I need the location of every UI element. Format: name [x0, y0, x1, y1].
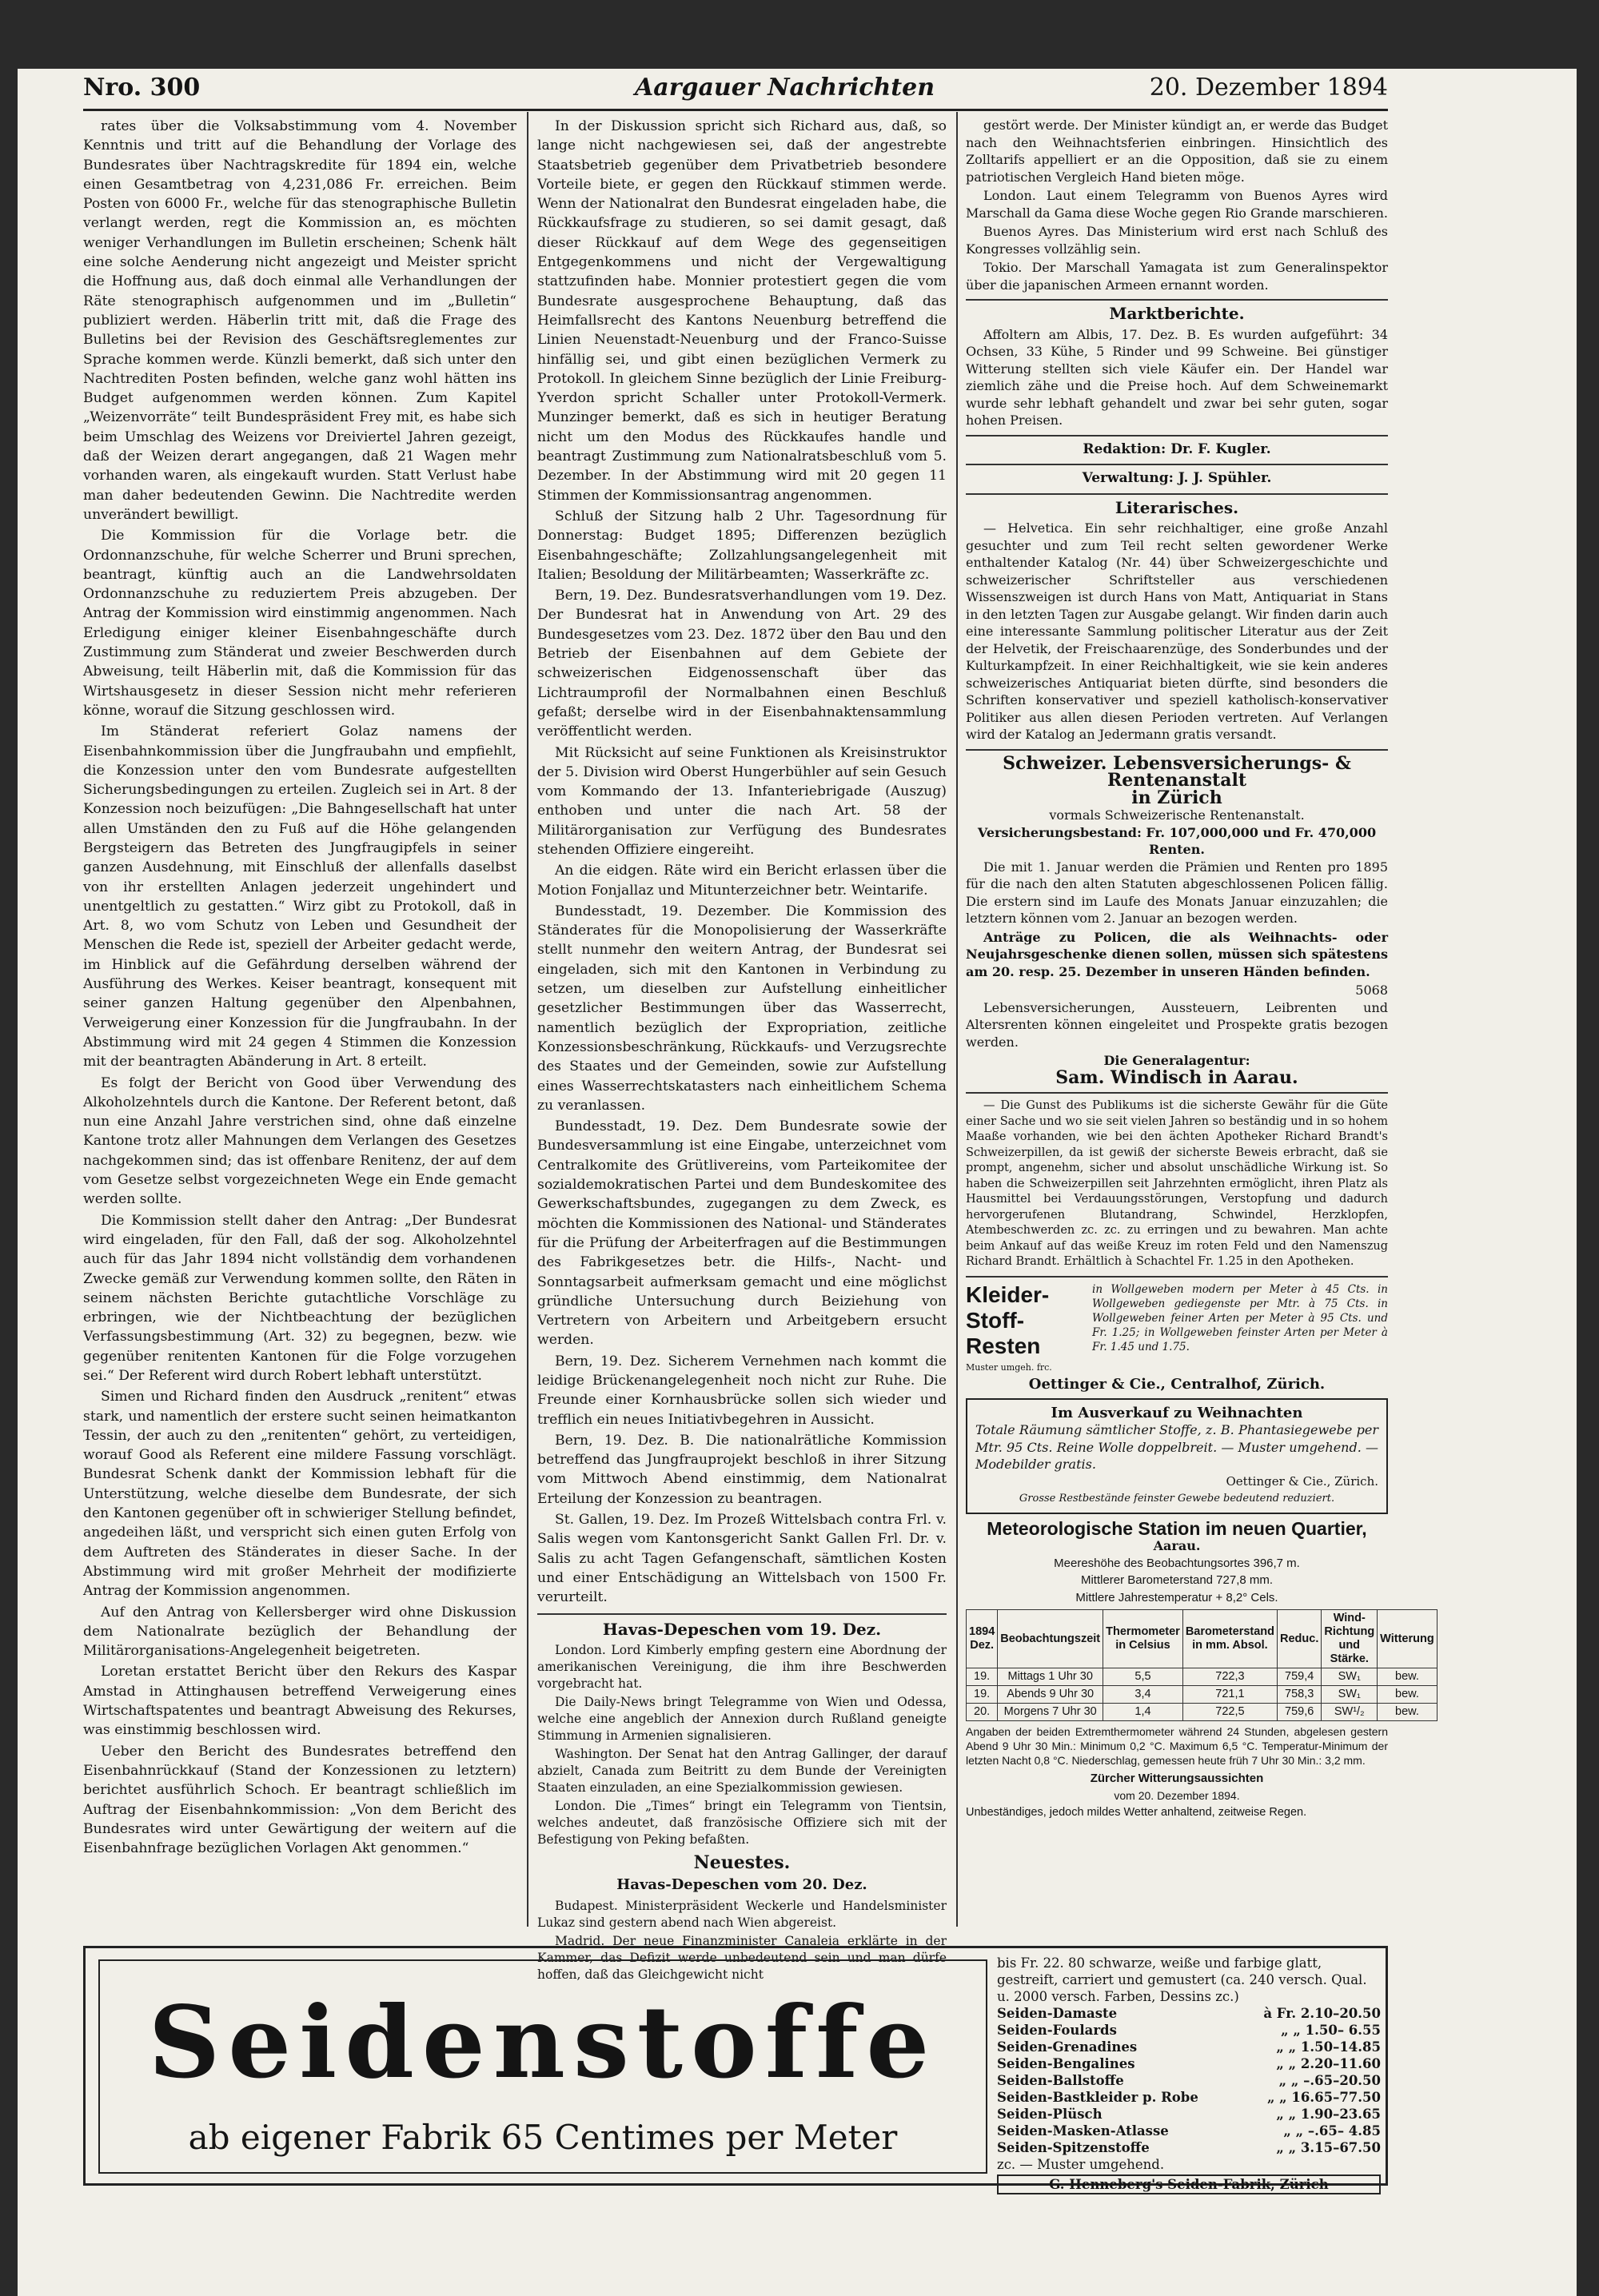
masthead: Aargauer Nachrichten: [635, 74, 935, 102]
ausverkauf-text: Totale Räumung sämtlicher Stoffe, z. B. Phantasiegewebe per Mtr. 95 Cts. Reine Wolle doppelbreit. — Muster umgehend. — Modebilder gratis.: [975, 1422, 1378, 1472]
havas-heading-2: Havas-Depeschen vom 20. Dez.: [616, 1876, 867, 1894]
weather-header: Wind-Richtung und Stärke.: [1322, 1610, 1378, 1668]
weather-cell: SW¹/₂: [1322, 1704, 1378, 1721]
ausverkauf-ad: [966, 1398, 1388, 1514]
insurance-code: 5068: [1355, 983, 1388, 998]
market-heading: Marktberichte.: [1109, 304, 1245, 323]
col1-paragraph: Auf den Antrag von Kellersberger wird ohne Diskussion dem Nationalrate bezüglich der Behandlung der Militärorganisations-Angelegenheit beigetreten.: [83, 1604, 516, 1660]
weather-cell: 1,4: [1103, 1704, 1183, 1721]
silk-item-name: Seiden-Bastkleider p. Robe: [997, 2090, 1198, 2105]
silk-price-row: [997, 2106, 1381, 2123]
divider: [537, 1613, 947, 1615]
silk-price-row: [997, 2123, 1381, 2139]
insurance-city: in Zürich: [1131, 787, 1222, 808]
col1-paragraph: Es folgt der Bericht von Good über Verwendung des Alkoholzehntels durch die Kantone. Der Referent betont, daß nun eine Anzahl Jahre verstrichen sind, ohne daß einzelne Kantone trotz aller Mahnungen dem Verlangen des Gesetzes nachgekommen sind; das ist offenbare Renitenz, der auf dem vom Gesetze selbst vorgezeichneten Wege ein Ende gemacht werden sollte.: [83, 1074, 516, 1208]
silk-price-row: [997, 2089, 1381, 2106]
insurance-agent: Sam. Windisch in Aarau.: [1055, 1066, 1298, 1088]
weather-cell: 3,4: [1103, 1686, 1183, 1704]
silk-item-name: Seiden-Ballstoffe: [997, 2073, 1124, 2088]
column-rule-1: [527, 112, 528, 1927]
weather-cell: Abends 9 Uhr 30: [998, 1686, 1103, 1704]
weather-cell: Mittags 1 Uhr 30: [998, 1668, 1103, 1686]
silk-item-price: „ „ 16.65–77.50: [1266, 2090, 1381, 2105]
issue-number: Nro. 300: [83, 74, 201, 102]
insurance-agentur: Die Generalagentur:: [1103, 1053, 1250, 1068]
silk-intro: bis Fr. 22. 80 schwarze, weiße und farbige glatt, gestreift, carriert und gemustert (ca. 240 versch. Qual. u. 2000 versch. Farben, Dessins zc.): [997, 1955, 1367, 2004]
silk-item-price: „ „ –.65– 4.85: [1283, 2123, 1381, 2139]
kleider-ad: [966, 1282, 1388, 1377]
silk-item-price: „ „ –.65–20.50: [1278, 2073, 1381, 2088]
silk-price-row: [997, 2039, 1381, 2055]
weather-header: 1894 Dez.: [967, 1610, 998, 1668]
silk-item-price: „ „ 2.20–11.60: [1276, 2056, 1381, 2071]
insurance-note: Anträge zu Policen, die als Weihnachts- oder Neujahrsgeschenke dienen sollen, müssen sich spätestens am 20. resp. 25. Dezember in unseren Händen befinden.: [966, 929, 1388, 979]
weather-cell: 19.: [967, 1668, 998, 1686]
literary-text: — Helvetica. Ein sehr reichhaltiger, eine große Anzahl gesuchter und zum Teil recht selten gewordener Werke enthaltender Katalog (Nr. 44) über Schweizergeschichte und schweizerischer Schriftsteller aus verschiedenen Wissenszweigen ist durch Hans von Matt, Antiquariat in Stans in den letzten Tagen zur Ausgabe gelangt. Wir finden darin auch eine interessante Sammlung politischer Literatur aus der Zeit der Helvetik, der Freischaarenzüge, des Sonderbundes und der Kulturkampfzeit. In einer Reichhaltigkeit, wie sie kein anderes schweizerisches Antiquariat bieten dürfte, sind besonders die Schriften konservativer und speziell katholisch-konservativer Politiker aus allen diesen Perioden vertreten. Auf Verlangen wird der Katalog an Jedermann gratis versandt.: [966, 520, 1388, 742]
silk-item-name: Seiden-Grenadines: [997, 2039, 1138, 2055]
col2-paragraph: Bern, 19. Dez. B. Die nationalrätliche Kommission betreffend das Jungfrauprojekt beschloß in ihrer Sitzung vom Mittwoch Abend einstimmig, dem Nationalrat Erteilung der Konzession zu beantragen.: [537, 1432, 947, 1507]
weather-cell: 722,3: [1182, 1668, 1277, 1686]
weather-cell: SW₁: [1322, 1686, 1378, 1704]
silk-item-name: Seiden-Plüsch: [997, 2107, 1103, 2122]
col2-paragraph: St. Gallen, 19. Dez. Im Prozeß Wittelsbach contra Frl. v. Salis wegen vom Kantonsgericht Sankt Gallen Frl. Dr. v. Salis zu acht Tagen Gefangenschaft, sämtlichen Kosten und einer Entschädigung an Wittelsbach von 1500 Fr. verurteilt.: [537, 1512, 947, 1606]
havas19-paragraph: London. Die „Times“ bringt ein Telegramm von Tientsin, welches andeutet, daß französische Offiziere sich mit der Befestigung von Peking befaßten.: [537, 1798, 947, 1847]
col2-paragraph: Bern, 19. Dez. Bundesratsverhandlungen vom 19. Dez. Der Bundesrat hat in Anwendung von Art. 29 des Bundesgesetzes vom 23. Dez. 1872 über den Bau und den Betrieb der Eisenbahnen auf dem Gebiete der schweizerischen Eidgenossenschaft über das Lichtraumprofil der Normalbahnen einen Beschluß gefaßt; derselbe wird in der Eisenbahnaktensammlung veröffentlicht werden.: [537, 588, 947, 740]
col1-paragraph: Loretan erstattet Bericht über den Rekurs des Kaspar Amstad in Attinghausen betreffend Verweigerung eines Wirtschaftspatentes und beantragt Abweisung des Rekurses, was einstimmig beschlossen wird.: [83, 1664, 516, 1739]
col2-paragraph: Schluß der Sitzung halb 2 Uhr. Tagesordnung für Donnerstag: Budget 1895; Differenzen bezüglich Eisenbahngeschäfte; Zollzahlungsangelegenheit mit Italien; Besoldung der Militärbeamten; Wasserkräfte zc.: [537, 508, 947, 583]
havas-heading-1: Havas-Depeschen vom 19. Dez.: [602, 1619, 882, 1639]
weather-cell: 20.: [967, 1704, 998, 1721]
havas19-paragraph: Washington. Der Senat hat den Antrag Gallinger, der darauf abzielt, Canada zum Beitritt zu dem Bunde der Vereinigten Staaten einzuladen, an eine Spezialkommission gewiesen.: [537, 1746, 947, 1795]
weather-cell: bew.: [1378, 1704, 1438, 1721]
havas19-paragraph: London. Lord Kimberly empfing gestern eine Abordnung der amerikanischen Vereinigung, die ihm ihre Beschwerden vorgebracht hat.: [537, 1642, 947, 1691]
kleider-lines: in Wollgeweben modern per Meter à 45 Cts. in Wollgeweben gediegenste per Mtr. à 75 Cts. in Wollgeweben feiner Arten per Meter à 95 Cts. und Fr. 1.25; in Wollgeweben feinster Arten per Meter à Fr. 1.45 und 1.75.: [1092, 1282, 1388, 1353]
ausverkauf-note: Grosse Restbestände feinster Gewebe bedeutend reduziert.: [1019, 1493, 1335, 1505]
pill-ad: — Die Gunst des Publikums ist die sicherste Gewähr für die Güte einer Sache und wo sie seit vielen Jahren so beständig und in so hohem Maaße vorhanden, wie bei den ächten Apotheker Richard Brandt's Schweizerpillen, da ist gewiß der sicherste Beweis erbracht, daß sie prompt, angenehm, sicher und absolut unschädliche Wirkung ist. So haben die Schweizerpillen seit Jahrzehnten ermöglicht, ihren Platz als Hausmittel bei Verdauungsstörungen, Verstopfung und dadurch hervorgerufenen Blutandrang, Schwindel, Herzklopfen, Atembeschwerden zc. zc. zu erringen und zu bewahren. Man achte beim Ankauf auf das weiße Kreuz im roten Feld und den Namenszug Richard Brandt. Erhältlich à Schachtel Fr. 1.25 in den Apotheken.: [966, 1099, 1388, 1268]
silk-item-price: „ „ 1.90–23.65: [1276, 2107, 1381, 2122]
col2-paragraph: Bundesstadt, 19. Dez. Dem Bundesrate sowie der Bundesversammlung ist eine Eingabe, unterzeichnet vom Centralkomite des Grütlivereins, vom Parteikomitee der sozialdemokratischen Partei und dem Bundeskomitee des Gewerkschaftsbundes, zugegangen zu dem Zweck, es möchten die Kommissionen des National- und Ständerates für die Prüfung der Arbeiterfragen auf die Bestimmungen des Fabrikgesetzes betr. die Hilfs-, Nacht- und Sonntagsarbeit aufmerksam gemacht und eine möglichst gründliche Untersuchung durch Beiziehung von Vertretern von Arbeitern und Arbeitgebern ersucht werden.: [537, 1118, 947, 1349]
insurance-text-2: Lebensversicherungen, Aussteuern, Leibrenten und Altersrenten können eingeleitet und Prospekte gratis bezogen werden.: [966, 999, 1388, 1050]
weather-cell: 722,5: [1182, 1704, 1277, 1721]
havas20-paragraph: Madrid. Der neue Finanzminister Canaleia erklärte in der Kammer, das Defizit werde unbedeutend sein und man dürfe hoffen, daß das Gleichgewicht nicht: [537, 1934, 947, 1983]
col3-paragraph: London. Laut einem Telegramm von Buenos Ayres wird Marschall da Gama diese Woche gegen Rio Grande marschieren.: [966, 188, 1388, 221]
meteo-line-3: Mittlere Jahrestemperatur + 8,2° Cels.: [1075, 1590, 1278, 1604]
col3-paragraph: Buenos Ayres. Das Ministerium wird erst nach Schluß des Kongresses vollzählig sein.: [966, 224, 1388, 257]
silk-price-row: [997, 2022, 1381, 2039]
ausverkauf-company: Oettinger & Cie., Zürich.: [1226, 1473, 1378, 1489]
weather-header: Witterung: [1378, 1610, 1438, 1668]
havas20-paragraph: Budapest. Ministerpräsident Weckerle und Handelsminister Lukaz sind gestern abend nach Wien abgereist.: [537, 1899, 947, 1931]
silk-item-name: Seiden-Masken-Atlasse: [997, 2123, 1169, 2139]
forecast-date: vom 20. Dezember 1894.: [1114, 1788, 1240, 1802]
ausverkauf-title: Im Ausverkauf zu Weihnachten: [1051, 1404, 1303, 1421]
silk-ad-title-box: [98, 1959, 987, 2174]
redaktion: Redaktion: Dr. F. Kugler.: [1083, 440, 1271, 457]
insurance-name: Schweizer. Lebensversicherungs- & Rentenanstalt: [1003, 752, 1351, 791]
meteo-place: Aarau.: [1153, 1538, 1201, 1553]
col1-paragraph: Ueber den Bericht des Bundesrates betreffend den Eisenbahnrückkauf (Stand der Konzessionen zu letztern) berichtet ausführlich Schoch. Er beantragt schließlich im Auftrag der Eisenbahnkommission: „Von dem Bericht des Bundesrates wird unter Gewärtigung der weitern auf die Eisenbahnfrage bezüglichen Vorlagen Akt genommen.“: [83, 1743, 516, 1857]
silk-item-name: Seiden-Damaste: [997, 2006, 1118, 2021]
column-1: [83, 117, 516, 1931]
col1-paragraph: Die Kommission für die Vorlage betr. die Ordonnanzschuhe, für welche Scherrer und Bruni sprechen, beantragt, künftig auch an die Landwehrsoldaten Ordonnanzschuhe zu reduziertem Preis abzugeben. Der Antrag der Kommission wird einstimmig angenommen. Nach Erledigung einiger kleiner Eisenbahngeschäfte durch Zustimmung zum Ständerat und zweier Beschwerden durch Abweisung, teilt Häberlin mit, daß die Kommission für das Wirtshausgesetz in dieser Session nicht mehr referieren könne, worauf die Sitzung geschlossen wird.: [83, 528, 516, 719]
silk-company: G. Henneberg's Seiden-Fabrik, Zürich: [997, 2174, 1381, 2194]
silk-price-row: [997, 2055, 1381, 2072]
silk-advertisement: [83, 1946, 1388, 2192]
silk-item-price: „ „ 1.50– 6.55: [1281, 2023, 1381, 2038]
col3-paragraph: Tokio. Der Marschall Yamagata ist zum Generalinspektor über die japanischen Armeen ernannt worden.: [966, 260, 1388, 293]
kleider-company: Oettinger & Cie., Centralhof, Zürich.: [1028, 1376, 1326, 1393]
meteo-line-2: Mittlerer Barometerstand 727,8 mm.: [1080, 1573, 1274, 1587]
col1-paragraph: Im Ständerat referiert Golaz namens der Eisenbahnkommission über die Jungfraubahn und empfiehlt, die Konzession unter den vom Bundesrate aufgestellten Sicherungsbedingungen zu erteilen. Zugleich sei in Art. 8 der Konzession noch beizufügen: „Die Bahngesellschaft hat unter allen Umständen den zu Fuß auf die Höhe gelangenden Bergsteigern das Betreten des Jungfraugipfels in seiner ganzen Ausdehnung, mit Einschluß der allenfalls daselbst von ihr erstellten Anlagen jederzeit ungehindert und unentgeltlich zu gestatten.“ Wirz gibt zu Protokoll, daß in Art. 8, wo vom Schutz von Leben und Gesundheit der Menschen die Rede ist, speziell der Arbeiter gedacht werde, im Hinblick auf die Gefährdung derselben während der Ausführung des Werkes. Keiser beantragt, konsequent mit seiner ganzen Haltung gegenüber den Alpenbahnen, Verweigerung einer Konzession für die Jungfraubahn. In der Abstimmung wird mit 24 gegen 4 Stimmen die Konzession mit der beantragten Abänderung in Art. 8 erteilt.: [83, 723, 516, 1070]
weather-cell: 759,6: [1278, 1704, 1322, 1721]
silk-item-name: Seiden-Spitzenstoffe: [997, 2140, 1150, 2155]
weather-cell: 721,1: [1182, 1686, 1277, 1704]
col2-paragraph: In der Diskussion spricht sich Richard aus, daß, so lange nicht nachgewiesen sei, daß der angestrebte Staatsbetrieb gegenüber dem Privatbetrieb besondere Vorteile biete, er gegen den Rückkauf stimmen werde. Wenn der Nationalrat den Bundesrat eingeladen habe, die Rückkaufsfrage zu studieren, so sei damit gesagt, daß dieser Rückkauf auf dem Wege des gegenseitigen Entgegenkommens und nicht der Vergewaltigung stattzufinden habe. Monnier protestiert gegen die vom Bundesrate ausgesprochene Behauptung, daß das Heimfallsrecht des Kantons Neuenburg betreffend die Linien Neuenstadt-Neuenburg und der Franco-Suisse hinfällig sei, und gibt einen bezüglichen Vermerk zu Protokoll. In gleichem Sinne bezüglich der Linie Freiburg-Yverdon spricht Schaller unter Protokoll-Vermerk. Munzinger bemerkt, daß es sich in heutiger Beratung nicht um den Modus des Rückkaufes handle und beantragt Zustimmung zum Nationalratsbeschluß vom 5. Dezember. In der Abstimmung wird mit 20 gegen 11 Stimmen der Kommissionsantrag angenommen.: [537, 118, 947, 504]
weather-row: [967, 1704, 1438, 1721]
meteo-after: Angaben der beiden Extremthermometer während 24 Stunden, abgelesen gestern Abend 9 Uhr 30 Min.: Minimum 0,2 °C. Maximum 6,5 °C. Temperatur-Minimum der letzten Nacht 0,8 °C. Niederschlag, gemessen heute früh 7 Uhr 30 Min.: 3,2 mm.: [966, 1725, 1388, 1767]
weather-cell: 758,3: [1278, 1686, 1322, 1704]
silk-ad-subtitle: ab eigener Fabrik 65 Centimes per Meter: [188, 2118, 898, 2157]
weather-cell: 19.: [967, 1686, 998, 1704]
silk-ad-title: Seidenstoffe: [148, 1985, 938, 2101]
col1-paragraph: Die Kommission stellt daher den Antrag: „Der Bundesrat wird eingeladen, für den Fall, daß der sog. Alkoholzehntel auch für das Jahr 1894 nicht vollständig dem vorhandenen Zwecke gemäß zur Verwendung kommen sollte, den Räten in seinem nächsten Berichte gutachtliche Vorschläge zu erbringen, wie der Nichtbeachtung der bezüglichen Verfassungsbestimmung (Art. 32) zu begegnen, bezw. wie gegenüber renitenten Kantonen für die Folge vorzugehen sei.“ Der Referent wird durch Robert lebhaft unterstützt.: [83, 1212, 516, 1384]
weather-cell: bew.: [1378, 1668, 1438, 1686]
silk-item-price: à Fr. 2.10–20.50: [1263, 2006, 1381, 2021]
kleider-word: Kleider- Stoff- Resten: [966, 1282, 1050, 1358]
weather-header: Reduc.: [1278, 1610, 1322, 1668]
col1-paragraph: rates über die Volksabstimmung vom 4. November Kenntnis und tritt auf die Behandlung der Vorlage des Bundesrates über Nachtragskredite für 1894 ein, welche einen Gesamtbetrag von 4,231,086 Fr. erreichen. Beim Posten von 6000 Fr., welche für das stenographische Bulletin verlangt werden, regt die Kommission an, es möchten weniger Verhandlungen im Bulletin erscheinen; Schenk hält eine solche Aenderung nicht angezeigt und Meister spricht die Hoffnung aus, daß doch einmal alle Verhandlungen der Räte stenographisch aufgenommen und im „Bulletin“ publiziert werden. Häberlin tritt mit, daß die Frage des Bulletins bei der Revision des Geschäftsreglementes zur Sprache kommen werde. Künzli bemerkt, daß sich unter den Nachtrediten Posten befinden, welche ganz wohl hätten ins Budget aufgenommen werden können. Zum Kapitel „Weizenvorräte“ teilt Bundespräsident Frey mit, es habe sich beim Umschlag des Weizens vor Dreiviertel Jahren gezeigt, daß der Weizen derart angegangen, daß 21 Wagen mehr vorhanden waren, als eingekauft wurden. Statt Verlust habe man daher bedeutenden Gewinn. Die Nachtredite werden unverändert bewilligt.: [83, 118, 516, 523]
weather-cell: Morgens 7 Uhr 30: [998, 1704, 1103, 1721]
literary-heading: Literarisches.: [1115, 497, 1239, 517]
market-report: Affoltern am Albis, 17. Dez. B. Es wurden aufgeführt: 34 Ochsen, 33 Kühe, 5 Rinder und 99 Schweine. Bei günstiger Witterung stellten sich viele Käufer ein. Der Handel war ziemlich zähe und die Preise hoch. Auf dem Schweinemarkt wurde sehr lebhaft gehandelt und zwar bei sehr guten, sogar hohen Preisen.: [966, 326, 1388, 428]
col2-paragraph: Bern, 19. Dez. Sicherem Vernehmen nach kommt die leidige Brückenangelegenheit noch nicht zur Ruhe. Die Freunde einer Kornhausbrücke sollen sich wieder und trefflich ein neues Initiativbegehren in Aussicht.: [537, 1353, 947, 1428]
weather-header: Thermometer in Celsius: [1103, 1610, 1183, 1668]
neuestes-heading: Neuestes.: [693, 1852, 791, 1873]
silk-price-list: [997, 1955, 1381, 2194]
header-rule: [83, 109, 1388, 111]
insurance-formerly: vormals Schweizerische Rentenanstalt.: [1049, 807, 1305, 823]
silk-item-name: Seiden-Bengalines: [997, 2056, 1135, 2071]
insurance-text: Die mit 1. Januar werden die Prämien und Renten pro 1895 für die nach den alten Statuten abgeschlossenen Policen fällig. Die erstern sind im Laufe des Monats Januar einzuzahlen; die letztern können vom 2. Januar an bezogen werden.: [966, 859, 1388, 926]
silk-price-row: [997, 2139, 1381, 2156]
silk-item-price: „ „ 1.50–14.85: [1276, 2039, 1381, 2055]
kleider-sub: Muster umgeh. frc.: [966, 1361, 1052, 1373]
weather-cell: 5,5: [1103, 1668, 1183, 1686]
column-2: [537, 117, 947, 1983]
col1-paragraph: Simen und Richard finden den Ausdruck „renitent“ etwas stark, und namentlich der erstere sucht seinen heimatkanton Tessin, der auch zu den „renitenten“ gehört, zu verteidigen, worauf Good als Referent eine mildere Fassung vorschlägt. Bundesrat Schenk dankt der Kommission lebhaft für die Unterstützung, welche dieselbe dem Bundesrate, der sich den Kantonen gegenüber oft in schwieriger Stellung befindet, angedeihen läßt, und verspricht sich einen guten Erfolg von dem Auftreten des Ständerates in dieser Sache. In der Abstimmung wird mit großer Mehrheit der modifizierte Antrag der Kommission angenommen.: [83, 1389, 516, 1600]
issue-date: 20. Dezember 1894: [1149, 74, 1388, 102]
weather-header: Beobachtungszeit: [998, 1610, 1103, 1668]
weather-cell: bew.: [1378, 1686, 1438, 1704]
column-rule-2: [956, 112, 958, 1927]
weather-table: [966, 1609, 1438, 1721]
weather-cell: SW₁: [1322, 1668, 1378, 1686]
weather-header: Barometerstand in mm. Absol.: [1182, 1610, 1277, 1668]
weather-row: [967, 1686, 1438, 1704]
weather-cell: 759,4: [1278, 1668, 1322, 1686]
silk-item-price: „ „ 3.15–67.50: [1276, 2140, 1381, 2155]
silk-price-row: [997, 2072, 1381, 2089]
meteo-line-1: Meereshöhe des Beobachtungsortes 396,7 m.: [1054, 1556, 1300, 1570]
col3-paragraph: gestört werde. Der Minister kündigt an, er werde das Budget nach den Weihnachtsferien einbringen. Hinsichtlich des Zolltarifs appelliert er an die Opposition, daß sie zu einem patriotischen Vergleich Hand bieten möge.: [966, 118, 1388, 185]
silk-price-row: [997, 2005, 1381, 2022]
col2-paragraph: Mit Rücksicht auf seine Funktionen als Kreisinstruktor der 5. Division wird Oberst Hungerbühler auf sein Gesuch vom Kommando der 13. Infanteriebrigade (Auszug) enthoben und unter die nach Art. 58 der Militärorganisation zur Verfügung des Bundesrates stehenden Offiziere eingereiht.: [537, 744, 947, 858]
page-header: [83, 74, 1388, 107]
forecast-title: Zürcher Witterungsaussichten: [1090, 1772, 1264, 1785]
silk-muster: zc. — Muster umgehend.: [997, 2157, 1165, 2172]
forecast-text: Unbeständiges, jedoch mildes Wetter anhaltend, zeitweise Regen.: [966, 1806, 1307, 1819]
havas19-paragraph: Die Daily-News bringt Telegramme von Wien und Odessa, welche eine angeblich der Annexion durch Rußland geneigte Stimmung in Armenien signalisieren.: [537, 1694, 947, 1743]
col2-paragraph: An die eidgen. Räte wird ein Bericht erlassen über die Motion Fonjallaz und Mitunterzeichner betr. Weintarife.: [537, 863, 947, 899]
insurance-bestand: Versicherungsbestand: Fr. 107,000,000 und Fr. 470,000 Renten.: [977, 824, 1377, 857]
meteo-title: Meteorologische Station im neuen Quartier,: [987, 1517, 1367, 1539]
verwaltung: Verwaltung: J. J. Spühler.: [1082, 470, 1272, 486]
col2-paragraph: Bundesstadt, 19. Dezember. Die Kommission des Ständerates für die Monopolisierung der Wasserkräfte stellt nunmehr den weitern Antrag, der Bundesrat sei eingeladen, sich mit den Kantonen in Verbindung zu setzen, um dieselben zur Aufstellung einheitlicher gesetzlicher Bestimmungen über das Wasserrecht, namentlich bezüglich der Expropriation, zeitliche Konzessionsbeschränkung, Rückkaufs- und Verzugsrechte des Staates und der Gemeinden, sowie zur Aufstellung eines Wasserrechtskatasters nach einheitlichem Schema zu veranlassen.: [537, 903, 947, 1114]
column-3: [966, 117, 1434, 1931]
weather-row: [967, 1668, 1438, 1686]
silk-item-name: Seiden-Foulards: [997, 2023, 1117, 2038]
